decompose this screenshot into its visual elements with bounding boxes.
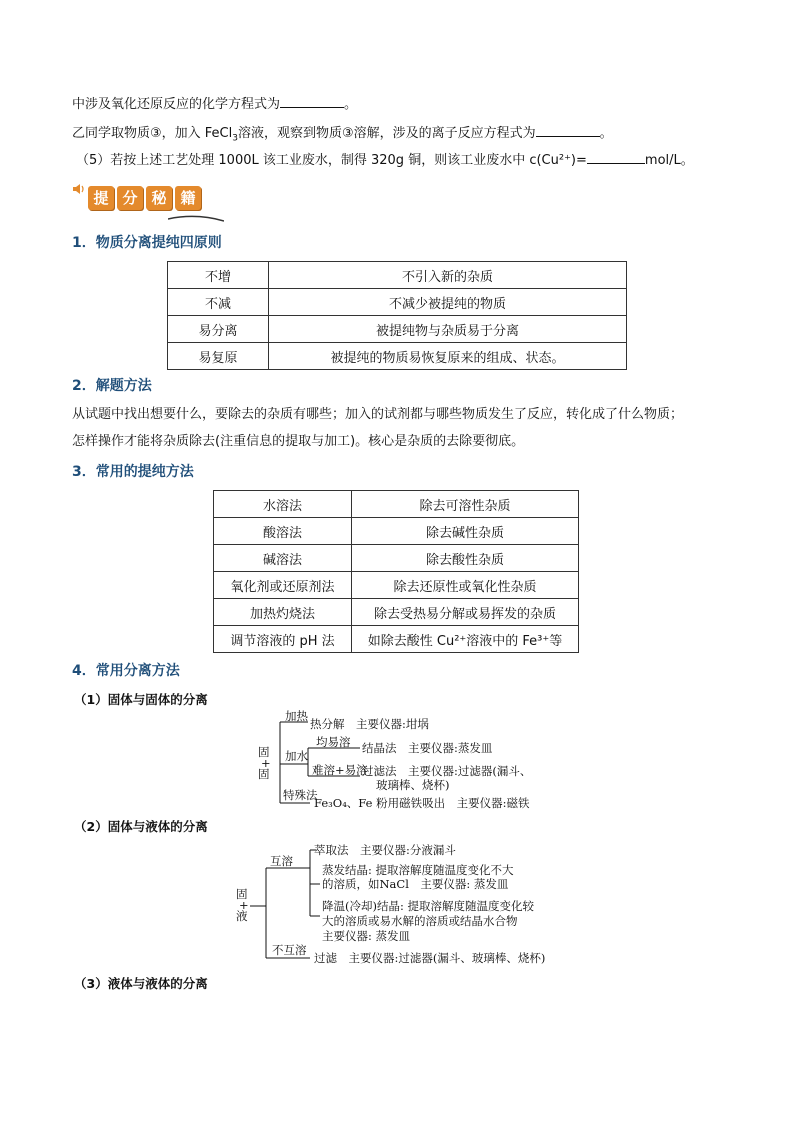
answer-blank[interactable] bbox=[280, 95, 344, 108]
question-line-2 bbox=[72, 124, 613, 148]
branch-label: 均易溶 bbox=[316, 735, 351, 749]
branch-label: 加水 bbox=[285, 749, 308, 763]
table-row bbox=[168, 343, 627, 370]
section-3-title: 3．常用的提纯方法 bbox=[72, 464, 194, 480]
table-cell: 如除去酸性 Cu²⁺溶液中的 Fe³⁺等 bbox=[352, 626, 579, 653]
table-cell: 酸溶法 bbox=[214, 518, 352, 545]
question-text: 乙同学取物质③，加入 FeCl bbox=[72, 126, 233, 141]
table-row bbox=[168, 289, 627, 316]
branch-text: 降温(冷却)结晶: 提取溶解度随温度变化较 bbox=[322, 899, 535, 913]
branch-text: 主要仪器: 蒸发皿 bbox=[322, 929, 411, 943]
table-row bbox=[168, 262, 627, 289]
table-row bbox=[214, 518, 579, 545]
table-cell: 不引入新的杂质 bbox=[269, 262, 627, 289]
solid-liquid-diagram bbox=[228, 838, 568, 968]
solid-solid-diagram bbox=[250, 708, 580, 816]
purification-table bbox=[213, 490, 579, 653]
table-cell: 水溶法 bbox=[214, 491, 352, 518]
root-label: 固 bbox=[258, 767, 270, 781]
subsection-title: （1）固体与固体的分离 bbox=[74, 692, 208, 707]
branch-label: 难溶+易溶 bbox=[312, 763, 368, 777]
speaker-icon bbox=[72, 182, 86, 200]
branch-label: 互溶 bbox=[270, 854, 293, 868]
branch-text: 蒸发结晶: 提取溶解度随温度变化不大 bbox=[322, 863, 514, 877]
question-text: （5）若按上述工艺处理 1000L 该工业废水，制得 320g 铜，则该工业废水中 c(Cu²⁺)= bbox=[76, 153, 587, 168]
table-cell: 不增 bbox=[168, 262, 269, 289]
question-text: 溶液，观察到物质③溶解，涉及的离子反应方程式为 bbox=[237, 126, 536, 141]
table-cell: 除去碱性杂质 bbox=[352, 518, 579, 545]
root-label: 固 bbox=[258, 745, 270, 759]
branch-text: 过滤法 主要仪器:过滤器(漏斗、 bbox=[362, 764, 532, 778]
table-cell: 易复原 bbox=[168, 343, 269, 370]
banner-underline bbox=[168, 212, 224, 227]
question-text: mol/L。 bbox=[644, 153, 694, 168]
table-cell: 不减少被提纯的物质 bbox=[269, 289, 627, 316]
principles-table bbox=[167, 261, 627, 370]
question-text: 。 bbox=[599, 126, 613, 141]
table-cell: 碱溶法 bbox=[214, 545, 352, 572]
table-cell: 除去还原性或氧化性杂质 bbox=[352, 572, 579, 599]
table-row bbox=[214, 572, 579, 599]
table-cell: 除去受热易分解或易挥发的杂质 bbox=[352, 599, 579, 626]
tips-banner bbox=[88, 186, 201, 210]
table-cell: 加热灼烧法 bbox=[214, 599, 352, 626]
question-line-1 bbox=[72, 95, 357, 114]
table-row bbox=[214, 491, 579, 518]
section-4-title: 4．常用分离方法 bbox=[72, 663, 180, 679]
branch-text: 的溶质，如NaCl 主要仪器: 蒸发皿 bbox=[322, 877, 509, 891]
branch-text: Fe₃O₄、Fe 粉用磁铁吸出 主要仪器:磁铁 bbox=[314, 796, 530, 810]
table-cell: 除去可溶性杂质 bbox=[352, 491, 579, 518]
branch-label: 加热 bbox=[285, 709, 308, 723]
table-cell: 易分离 bbox=[168, 316, 269, 343]
paragraph: 从试题中找出想要什么，要除去的杂质有哪些；加入的试剂都与哪些物质发生了反应，转化成了什么物质； bbox=[72, 407, 684, 422]
table-cell: 除去酸性杂质 bbox=[352, 545, 579, 572]
banner-char: 提 bbox=[88, 186, 114, 210]
subscript: 3 bbox=[232, 133, 238, 144]
table-cell: 调节溶液的 pH 法 bbox=[214, 626, 352, 653]
branch-text: 过滤 主要仪器:过滤器(漏斗、玻璃棒、烧杯) bbox=[314, 951, 546, 965]
section-2-title: 2．解题方法 bbox=[72, 378, 152, 394]
table-row bbox=[214, 626, 579, 653]
branch-text: 大的溶质或易水解的溶质或结晶水合物 bbox=[322, 914, 518, 928]
table-cell: 不减 bbox=[168, 289, 269, 316]
table-cell: 氧化剂或还原剂法 bbox=[214, 572, 352, 599]
paragraph: 怎样操作才能将杂质除去(注重信息的提取与加工)。核心是杂质的去除要彻底。 bbox=[72, 434, 525, 449]
question-text: 中涉及氧化还原反应的化学方程式为 bbox=[72, 97, 281, 112]
branch-label: 特殊法 bbox=[283, 788, 318, 802]
root-plus: + bbox=[239, 898, 249, 912]
banner-char: 籍 bbox=[175, 186, 201, 210]
branch-label: 不互溶 bbox=[272, 943, 307, 957]
answer-blank[interactable] bbox=[536, 124, 600, 137]
table-row bbox=[214, 545, 579, 572]
banner-char: 分 bbox=[117, 186, 143, 210]
root-plus: + bbox=[261, 756, 271, 770]
subsection-title: （3）液体与液体的分离 bbox=[74, 976, 208, 991]
branch-text: 萃取法 主要仪器:分液漏斗 bbox=[314, 843, 456, 857]
table-row bbox=[214, 599, 579, 626]
branch-text: 玻璃棒、烧杯) bbox=[376, 778, 450, 792]
question-text: 。 bbox=[344, 97, 358, 112]
answer-blank[interactable] bbox=[587, 151, 645, 164]
subsection-title: （2）固体与液体的分离 bbox=[74, 819, 208, 834]
table-cell: 被提纯的物质易恢复原来的组成、状态。 bbox=[269, 343, 627, 370]
branch-text: 结晶法 主要仪器:蒸发皿 bbox=[362, 741, 493, 755]
banner-char: 秘 bbox=[146, 186, 172, 210]
table-row bbox=[168, 316, 627, 343]
branch-text: 热分解 主要仪器:坩埚 bbox=[310, 717, 429, 731]
root-label: 液 bbox=[236, 909, 248, 923]
table-cell: 被提纯物与杂质易于分离 bbox=[269, 316, 627, 343]
section-1-title: 1．物质分离提纯四原则 bbox=[72, 235, 222, 251]
question-line-3 bbox=[76, 151, 694, 170]
root-label: 固 bbox=[236, 887, 248, 901]
